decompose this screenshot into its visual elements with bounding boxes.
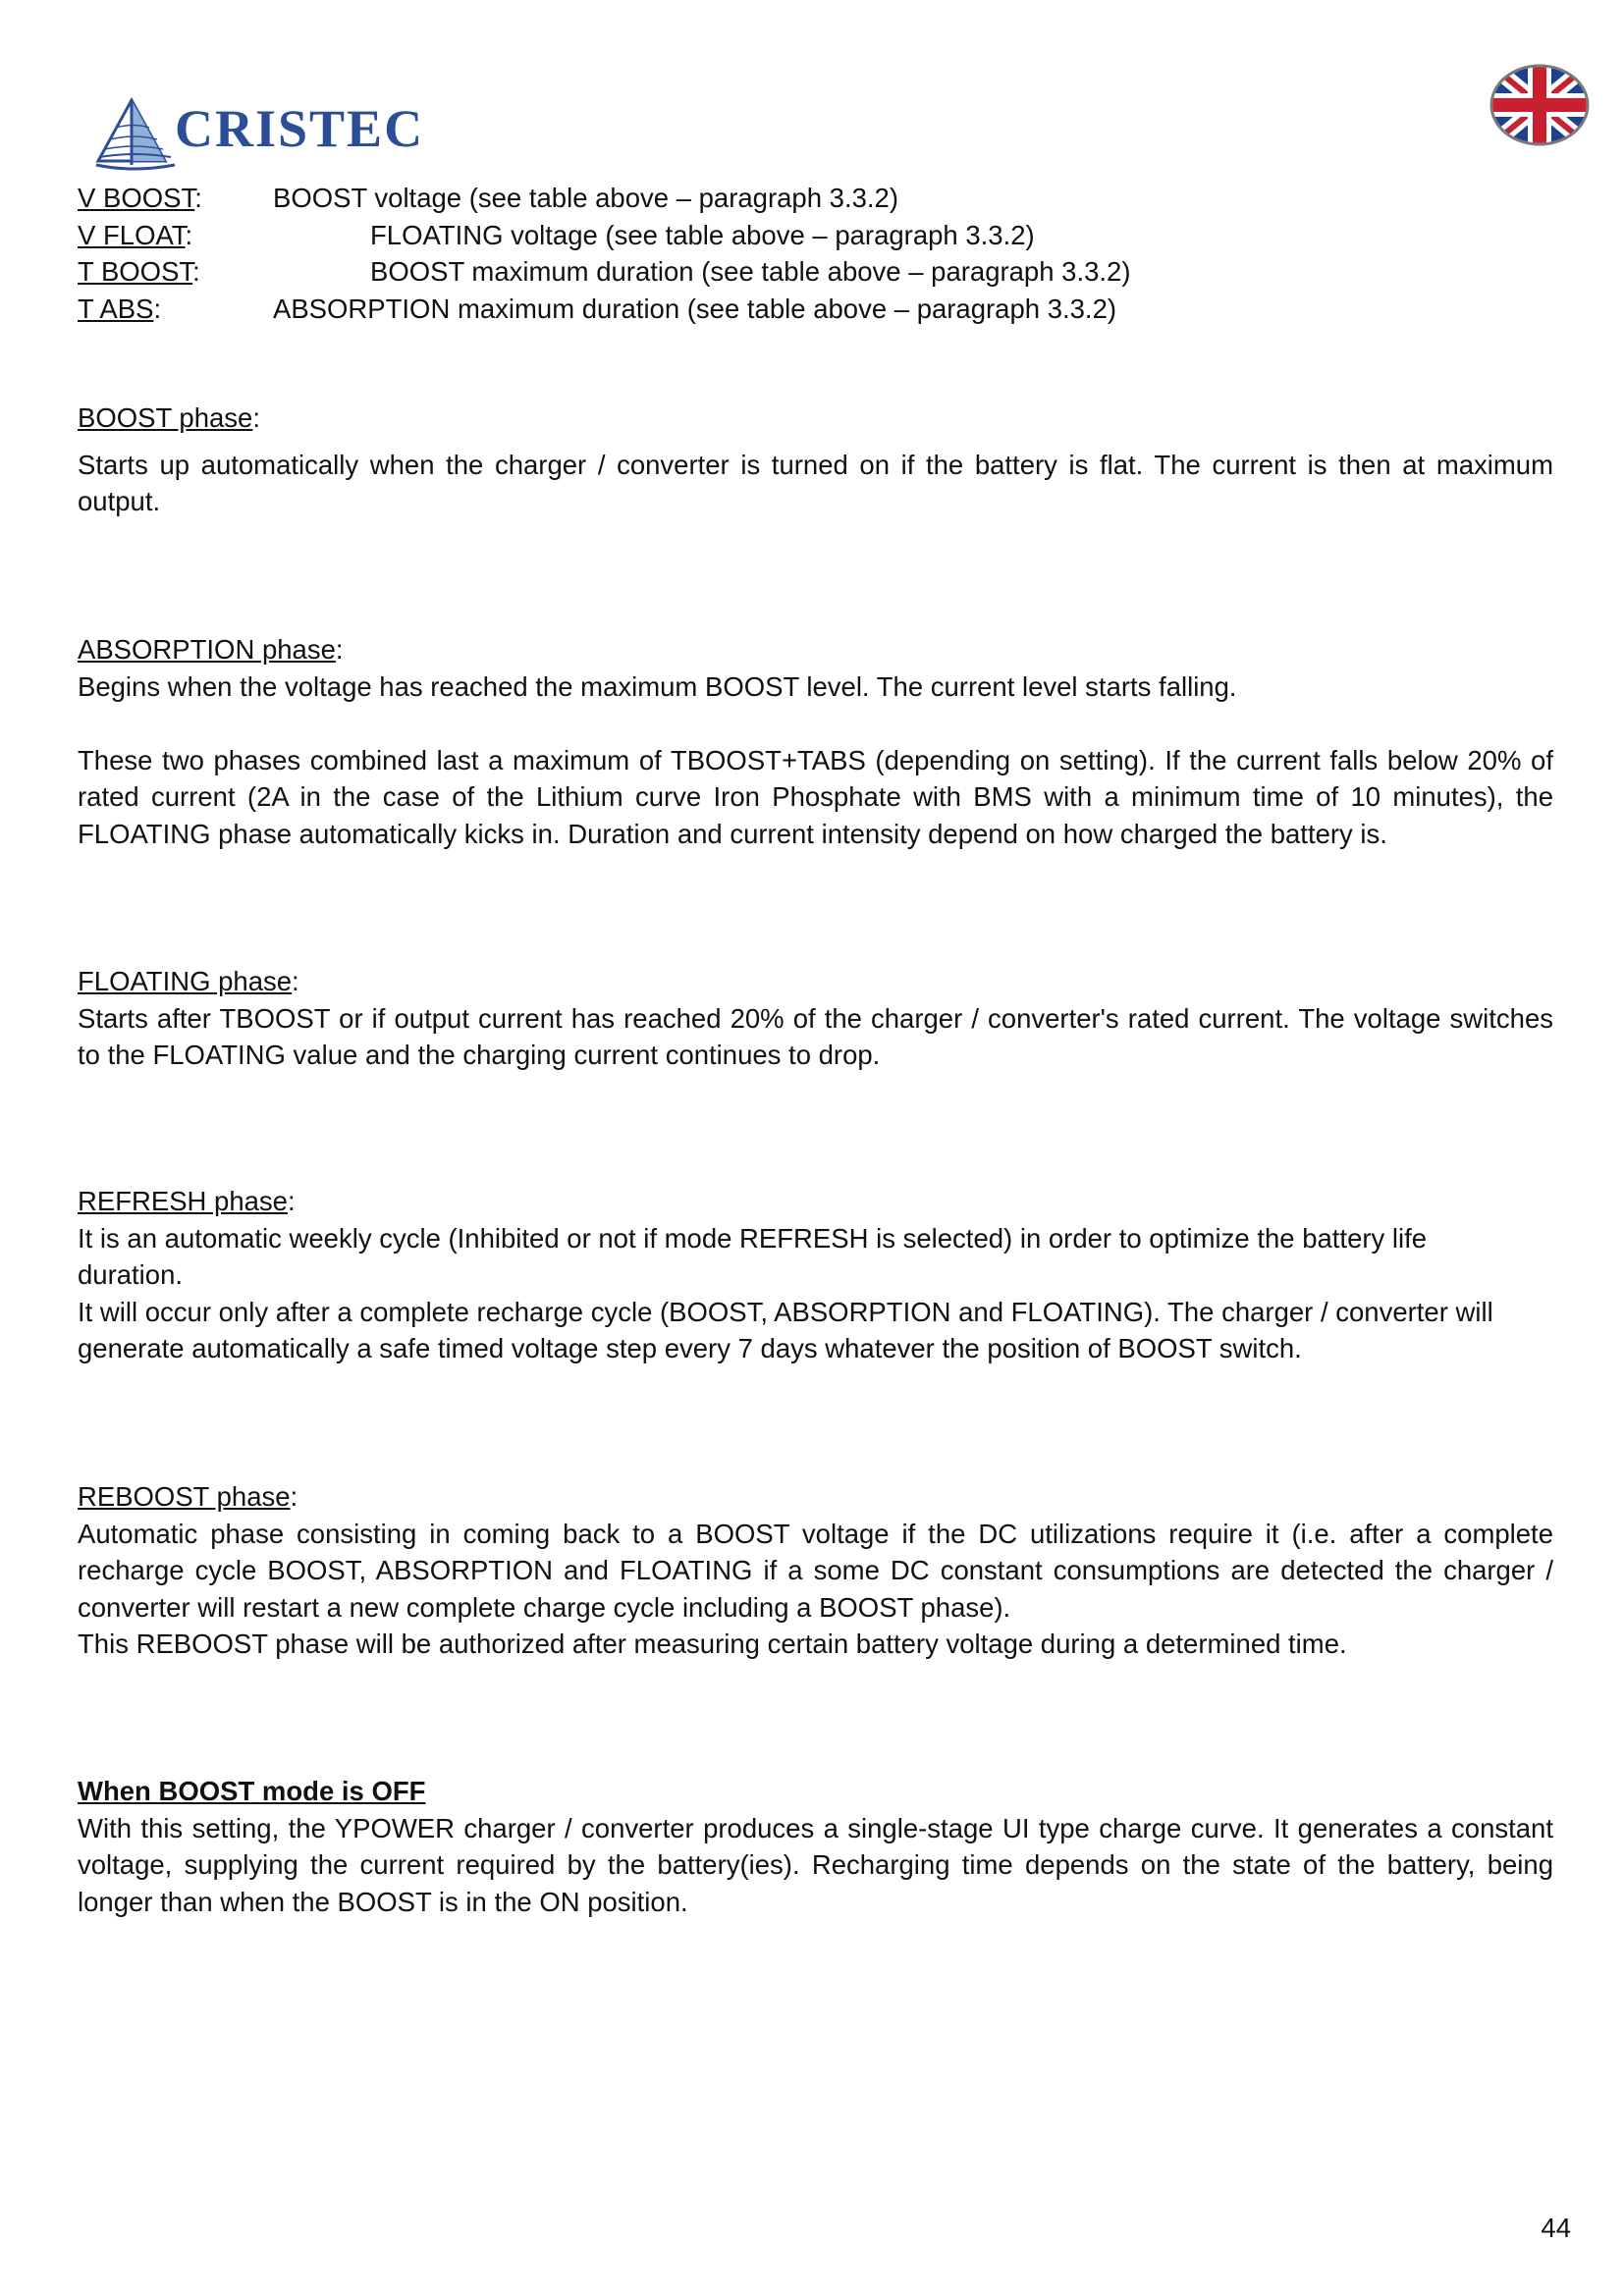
definition-term: T BOOST — [78, 256, 193, 288]
section-body: With this setting, the YPOWER charger / converter produces a single-stage UI type charge curve. It generates a constant voltage, supplying the current required by the battery(ies). Recharging time depends on the state of the battery, being longer than when the BOOST is in the ON position. — [78, 1812, 1553, 1917]
section-heading: REBOOST phase — [78, 1481, 291, 1512]
brand-name: CRISTEC — [175, 99, 425, 158]
section-floating: FLOATING phase: Starts after TBOOST or if output current has reached 20% of the charger / converter's rated current. The voltage switches to the FLOATING value and the charging current continues to drop. — [78, 963, 1553, 1074]
section-absorption: ABSORPTION phase: Begins when the voltage has reached the maximum BOOST level. The current level starts falling. These two phases combined last a maximum of TBOOST+TABS (depending on setting). If the current falls below 20% of rated current (2A in the case of the Lithium curve Iron Phosphate with BMS with a minimum time of 10 minutes), the FLOATING phase automatically kicks in. Duration and current intensity depend on how charged the battery is. — [78, 631, 1553, 853]
page-number: 44 — [1541, 2213, 1571, 2243]
section-heading: ABSORPTION phase — [78, 634, 336, 665]
section-body: Begins when the voltage has reached the maximum BOOST level. The current level starts falling. — [78, 670, 1237, 702]
section-heading: REFRESH phase — [78, 1186, 288, 1216]
definition-term: V BOOST — [78, 183, 195, 213]
sail-logo-icon — [94, 96, 177, 171]
section-body: This REBOOST phase will be authorized after measuring certain battery voltage during a determined time. — [78, 1629, 1347, 1660]
definition-term: T ABS — [78, 293, 154, 324]
definition-term: V FLOAT — [78, 219, 186, 250]
definition-value: ABSORPTION maximum duration (see table above – paragraph 3.3.2) — [273, 293, 1117, 324]
section-boost: BOOST phase: Starts up automatically when the charger / converter is turned on if the battery is flat. The current is then at maximum output. — [78, 400, 1553, 520]
section-heading: FLOATING phase — [78, 966, 293, 996]
definition-value: BOOST voltage (see table above – paragraph 3.3.2) — [273, 183, 898, 213]
section-body: It is an automatic weekly cycle (Inhibited or not if mode REFRESH is selected) in order to optimize the battery life duration. — [78, 1222, 1428, 1291]
uk-flag-icon — [1489, 63, 1591, 147]
section-refresh: REFRESH phase: It is an automatic weekly cycle (Inhibited or not if mode REFRESH is selected) in order to optimize the battery life duration. It will occur only after a complete recharge cycle (BOOST, ABSORPTION and FLOATING). The charger / converter will generate automatically a safe timed voltage step every 7 days whatever the position of BOOST switch. — [78, 1183, 1553, 1367]
section-boost-off — [78, 1773, 1553, 1920]
section-body: Starts up automatically when the charger / converter is turned on if the battery is flat. The current is then at maximum output. — [78, 449, 1553, 517]
section-body: It will occur only after a complete recharge cycle (BOOST, ABSORPTION and FLOATING). The charger / converter will generate automatically a safe timed voltage step every 7 days whatever the position of BOOST switch. — [78, 1296, 1493, 1364]
section-body: Automatic phase consisting in coming back to a BOOST voltage if the DC utilizations require it (i.e. after a complete recharge cycle BOOST, ABSORPTION and FLOATING if a some DC constant consumptions are detected the charger / converter will restart a new complete charge cycle including a BOOST phase). — [78, 1518, 1553, 1623]
section-heading: When BOOST mode is OFF — [78, 1776, 426, 1806]
section-body: Starts after TBOOST or if output current has reached 20% of the charger / converter's rated current. The voltage switches to the FLOATING value and the charging current continues to drop. — [78, 1002, 1553, 1071]
cristec-logo — [94, 96, 428, 171]
definition-value: FLOATING voltage (see table above – paragraph 3.3.2) — [370, 219, 1035, 250]
section-body: These two phases combined last a maximum of TBOOST+TABS (depending on setting). If the current falls below 20% of rated current (2A in the case of the Lithium curve Iron Phosphate with BMS with a minimum time of 10 minutes), the FLOATING phase automatically kicks in. Duration and current intensity depend on how charged the battery is. — [78, 744, 1553, 849]
section-heading: BOOST phase — [78, 402, 253, 433]
section-reboost: REBOOST phase: Automatic phase consisting in coming back to a BOOST voltage if the DC utilizations require it (i.e. after a complete recharge cycle BOOST, ABSORPTION and FLOATING if a some DC constant consumptions are detected the charger / converter will restart a new complete charge cycle including a BOOST phase). This REBOOST phase will be authorized after measuring certain battery voltage during a determined time. — [78, 1478, 1553, 1663]
definition-value: BOOST maximum duration (see table above – paragraph 3.3.2) — [370, 256, 1131, 288]
